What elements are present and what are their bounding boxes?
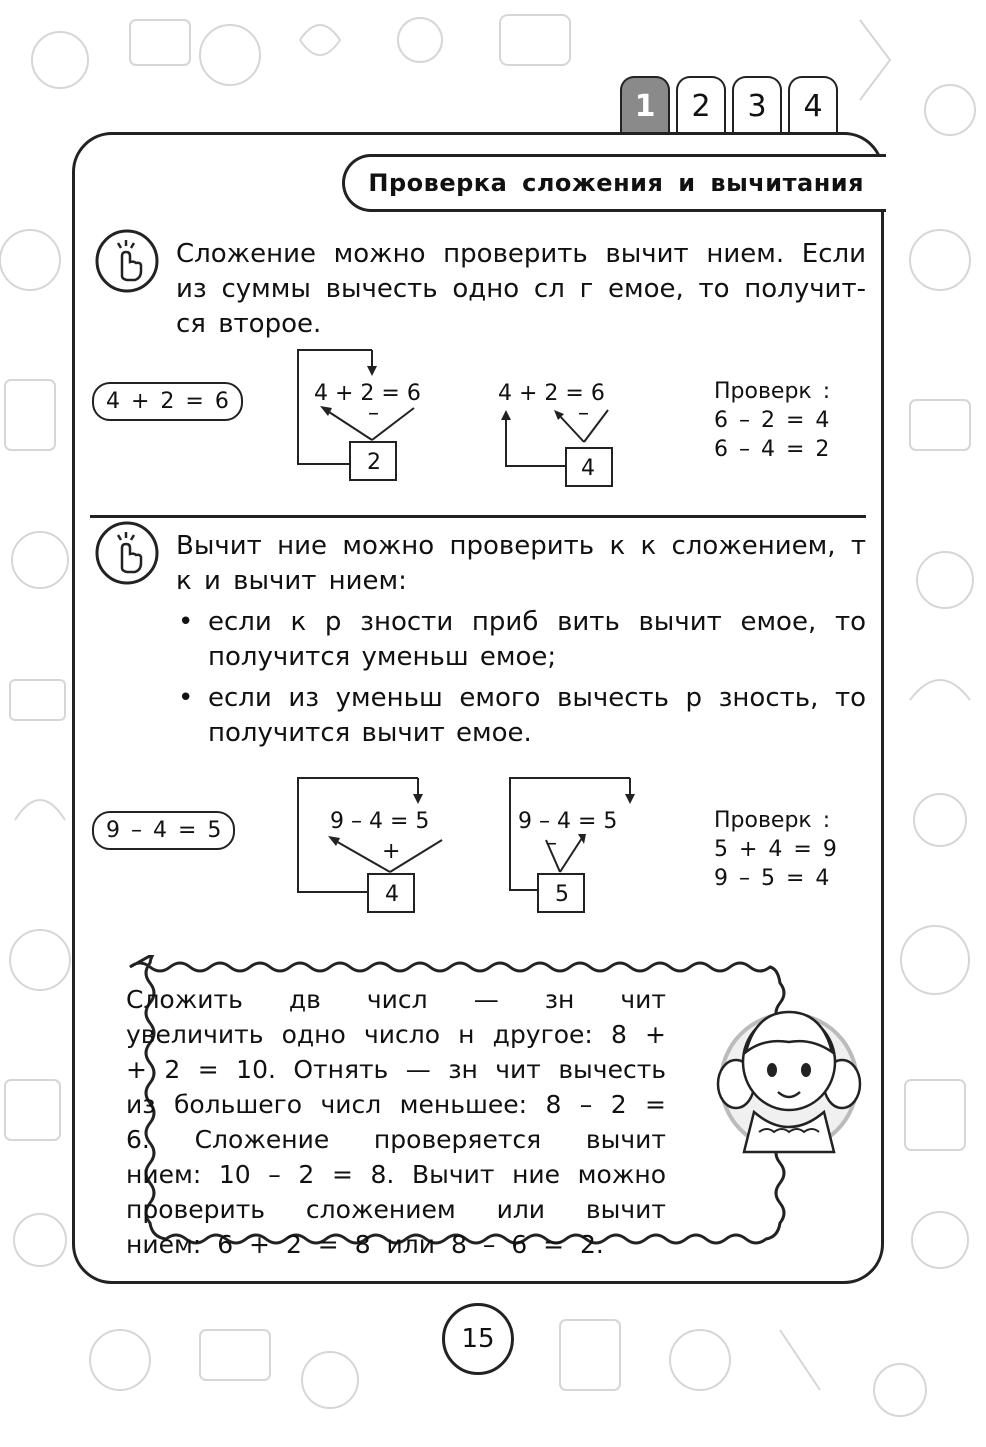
pointing-hand-icon: [94, 228, 160, 294]
addition-diagram-a: [290, 344, 450, 489]
bullet-text: если к р зности приб вить вычит емое, то получится уменьш емое;: [208, 607, 866, 672]
bullet-icon: •: [178, 607, 194, 637]
page-number: 15: [442, 1303, 514, 1375]
check-line: 9 – 5 = 4: [714, 866, 830, 891]
check-line: 6 – 2 = 4: [714, 408, 830, 433]
girl-illustration: [714, 992, 864, 1162]
summary-text: Сложить дв числ — зн чит увеличить одно число н другое: 8 + + 2 = 10. Отнять — зн чит вычесть из большего числ меньшее: 8 – 2 = 6. Сложение проверяется вычит нием: 10 – 2 = 8. Вычит ние можно проверить сложением или вычит нием: 6 + 2 = 8 или 8 – 6 = 2.: [126, 985, 666, 1259]
check-label: Проверк :: [714, 379, 831, 404]
example-equation: 9 – 4 = 5: [92, 811, 235, 850]
diagram-box-value: 4: [581, 456, 595, 481]
chapter-tabs: [620, 76, 838, 134]
rule-bullets: [176, 605, 866, 757]
addition-check-rule: [176, 237, 866, 342]
list-item: [176, 605, 866, 675]
check-line: 6 – 4 = 2: [714, 437, 830, 462]
bullet-icon: •: [178, 683, 194, 713]
tab-3[interactable]: 3: [732, 76, 782, 134]
check-block: [714, 806, 837, 893]
bullet-text: если из уменьш емого вычесть р зность, то получится вычит емое.: [208, 683, 866, 748]
diagram-box-value: 2: [367, 450, 381, 475]
list-item: [176, 681, 866, 751]
rule-text: Сложение можно проверить вычит нием. Если из суммы вычесть одно сл г емое, то получит-ся второе.: [176, 239, 866, 339]
diagram-box-value: 4: [385, 882, 399, 907]
section-divider: [90, 515, 866, 518]
tab-2[interactable]: 2: [676, 76, 726, 134]
diagram-box-value: 5: [555, 882, 569, 907]
diagram-sign: –: [546, 831, 557, 856]
example-equation: 4 + 2 = 6: [92, 382, 243, 421]
tab-1[interactable]: 1: [620, 76, 670, 134]
rule-text: Вычит ние можно проверить к к сложением, т к и вычит нием:: [176, 531, 866, 596]
pointing-hand-icon: [94, 520, 160, 586]
check-line: 5 + 4 = 9: [714, 837, 837, 862]
page-title: Проверка сложения и вычитания: [342, 154, 886, 212]
diagram-sign: –: [578, 401, 589, 426]
tab-4[interactable]: 4: [788, 76, 838, 134]
check-label: Проверк :: [714, 808, 831, 833]
diagram-equation: 9 – 4 = 5: [518, 809, 618, 834]
diagram-sign: +: [382, 839, 401, 864]
diagram-sign: –: [368, 401, 379, 426]
check-block: [714, 377, 830, 464]
diagram-equation: 4 + 2 = 6: [314, 381, 421, 406]
subtraction-check-rule: [176, 529, 866, 599]
diagram-equation: 4 + 2 = 6: [498, 381, 605, 406]
diagram-equation: 9 – 4 = 5: [330, 809, 430, 834]
